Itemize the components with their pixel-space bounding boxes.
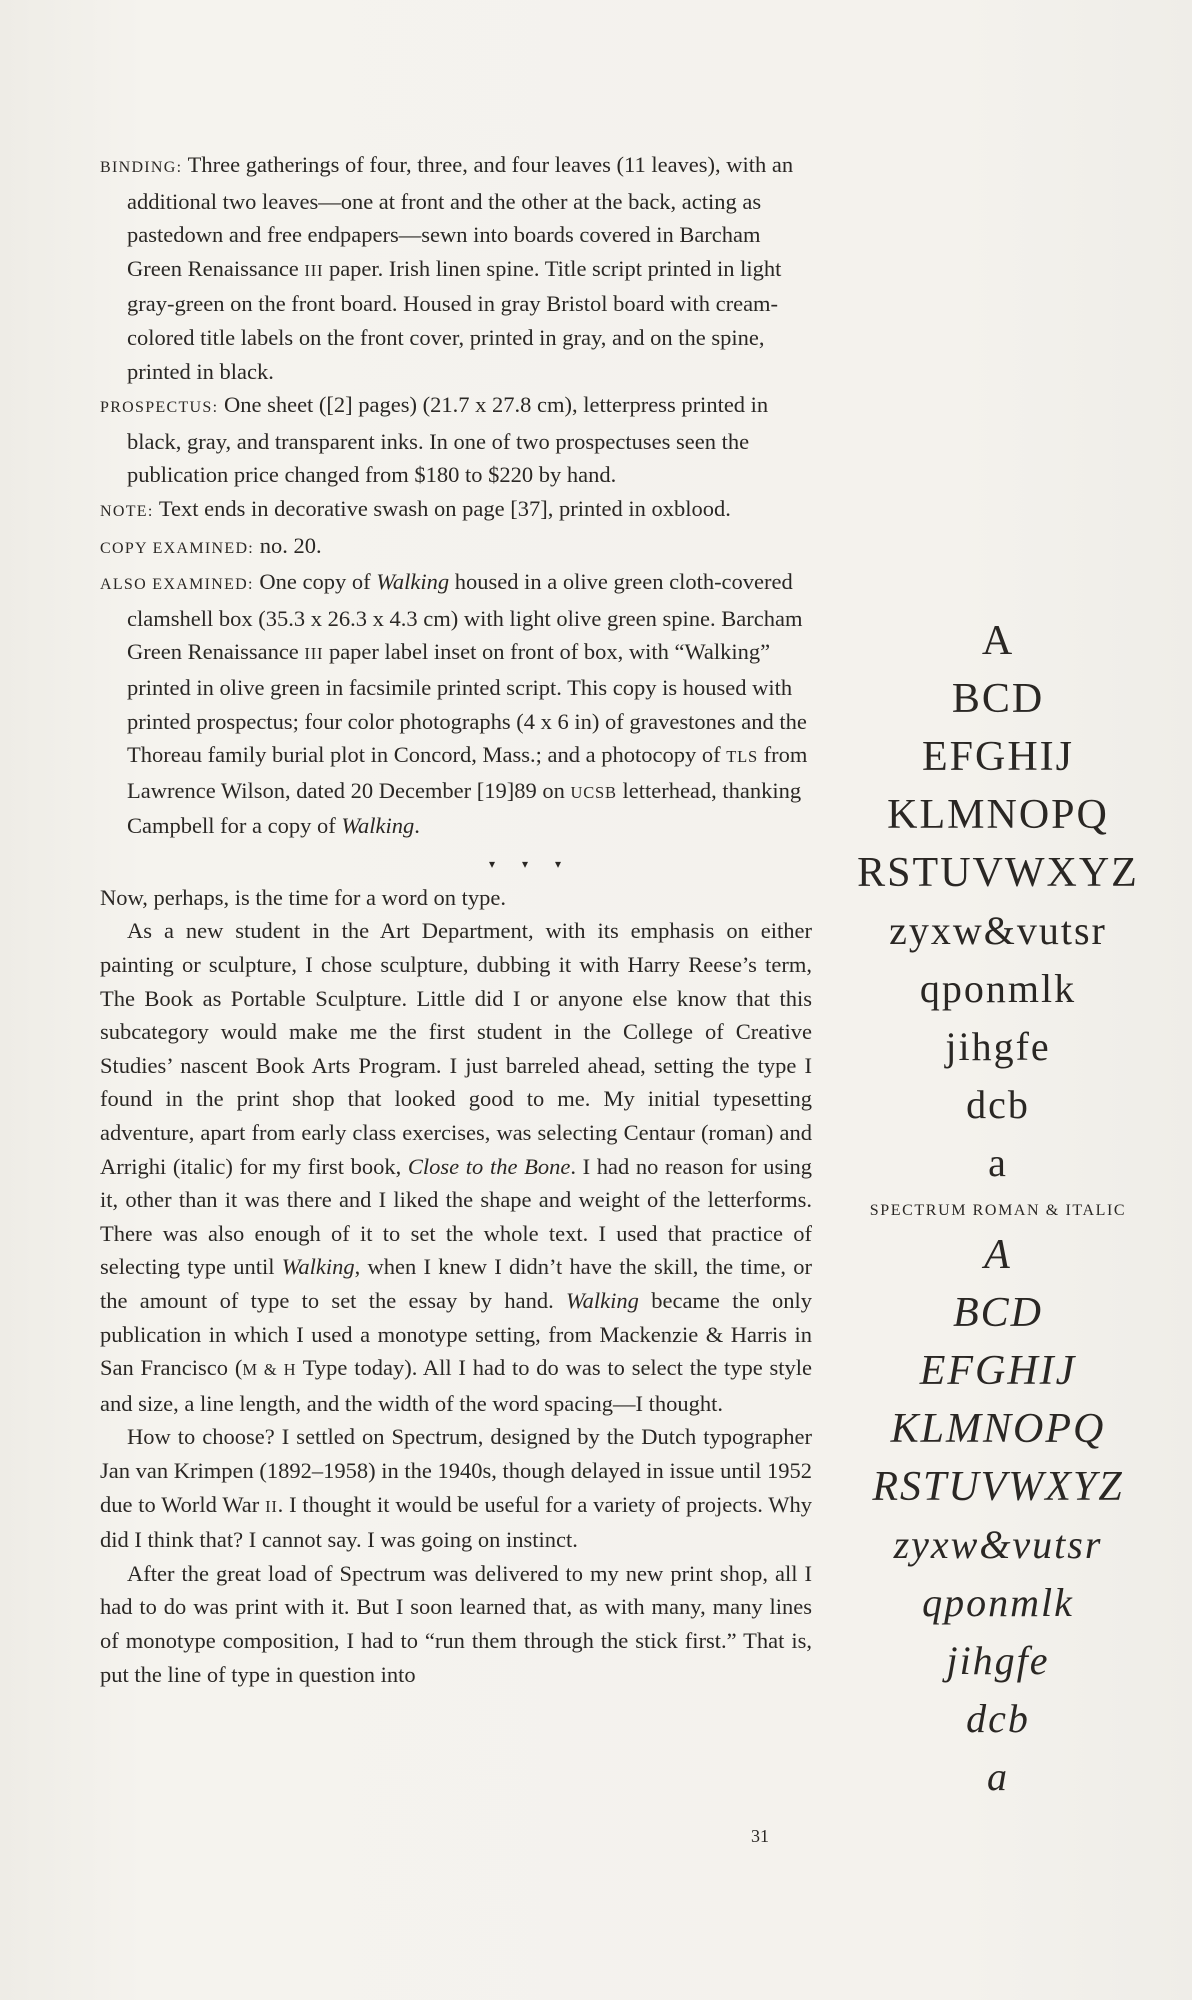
specimen-line: a xyxy=(987,1754,1009,1799)
entry-label: NOTE: xyxy=(100,502,154,520)
specimen-italic xyxy=(828,1226,1168,1806)
text-run: . xyxy=(414,813,420,839)
italic-title: Walking xyxy=(566,1288,639,1313)
entry-also-examined xyxy=(100,565,812,843)
text-run: became the only publication in which I used a monotype setting, from Mackenzie & Harris in San Francisco ( xyxy=(100,1288,812,1381)
text-run: One copy of xyxy=(259,569,377,595)
specimen-line: KLMNOPQ xyxy=(887,792,1109,838)
specimen-line: jihgfe xyxy=(946,1638,1050,1683)
entry-text: Three gatherings of four, three, and four leaves (11 leaves), with an additional two leaves—one at front and the other at the back, acting as pastedown and free endpapers—sewn into boards covered in Barcham Green Renaissance xyxy=(127,152,794,281)
specimen-line: KLMNOPQ xyxy=(890,1406,1106,1452)
section-ornament: ▾ ▾ ▾ xyxy=(488,856,574,871)
italic-title: Walking xyxy=(281,1254,355,1280)
text-run: paper label inset on front of box, with “Walking” printed in olive green in facsimile printed script. This copy is housed with printed prospectus; four color photographs (4 x 6 in) of gravestones and the Thoreau family burial plot in Concord, Mass.; and a photocopy of xyxy=(127,639,807,768)
specimen-line: zyxw&vutsr xyxy=(889,908,1107,953)
specimen-line: RSTUVWXYZ xyxy=(872,1464,1124,1510)
specimen-line: dcb xyxy=(966,1082,1030,1127)
text-run: , when I knew I didn’t have the skill, the time, or the amount of type to set the essay by hand. xyxy=(100,1254,812,1313)
italic-title: Walking xyxy=(376,569,450,595)
specimen-line: EFGHIJ xyxy=(919,1348,1077,1394)
specimen-line: BCD xyxy=(953,1290,1043,1336)
text-run: As a new student in the Art Department, with its emphasis on either painting or sculpture, I chose sculpture, dubbing it with Harry Reese’s term, The Book as Portable Sculpture. Little did I or anyone else know that this subcategory would make me the first student in the College of Creative Studies’ nascent Book Arts Program. I just barreled ahead, setting the type I found in the print shop that looked good to me. My initial typesetting adventure, apart from early class exercises, was selecting Centaur (roman) and Arrighi (italic) for my first book, xyxy=(100,918,812,1179)
entry-binding xyxy=(100,148,812,388)
type-specimen xyxy=(828,612,1168,1806)
text-run: from Lawrence Wilson, dated 20 December [19]89 on xyxy=(127,742,808,803)
small-caps: TLS xyxy=(726,747,758,767)
paragraph-4: After the great load of Spectrum was delivered to my new print shop, all I had to do was print with it. But I soon learned that, as with many, many lines of monotype composition, I had to “run them through the stick first.” That is, put the line of type in question into xyxy=(100,1560,812,1687)
entry-label: COPY EXAMINED: xyxy=(100,539,255,557)
small-caps: M & H xyxy=(242,1360,297,1380)
small-caps: UCSB xyxy=(570,782,617,802)
specimen-line: A xyxy=(984,1232,1012,1278)
entry-label: BINDING: xyxy=(100,159,183,176)
specimen-line: A xyxy=(981,618,1015,664)
entry-label: ALSO EXAMINED: xyxy=(100,576,254,594)
paragraph-3 xyxy=(100,1420,812,1556)
entry-text: no. 20. xyxy=(259,532,322,558)
entry-text-cont: paper. Irish linen spine. Title script printed in light gray-green on the front board. Housed in gray Bristol board with cream-colored title labels on the front cover, printed in gray, and on the spine, printed in black. xyxy=(127,255,782,384)
entry-copy-examined xyxy=(100,529,812,566)
entry-text: One sheet ([2] pages) (21.7 x 27.8 cm), letterpress printed in black, gray, and transparent inks. In one of two prospectuses seen the publication price changed from $180 to $220 by hand. xyxy=(127,392,769,488)
text-column xyxy=(100,148,812,1691)
entry-label: PROSPECTUS: xyxy=(100,399,219,417)
italic-title: Close to the Bone xyxy=(407,1153,571,1179)
text-run: . I thought it would be useful for a variety of projects. Why did I think that? I cannot say. I was going on instinct. xyxy=(100,1491,812,1553)
italic-title: Walking xyxy=(341,813,415,839)
paragraph-2 xyxy=(100,914,812,1420)
text-run: How to choose? I settled on Spectrum, designed by the Dutch typographer Jan van Krimpen (1892–1958) in the 1940s, though delayed in issue until 1952 due to World War xyxy=(100,1424,812,1517)
roman-numeral: III xyxy=(304,644,324,664)
entry-note xyxy=(100,492,812,529)
text-run: Type today). All I had to do was to select the type style and size, a line length, and the width of the word spacing—I thought. xyxy=(100,1355,813,1416)
specimen-line: qponmlk xyxy=(922,1580,1074,1625)
text-run: . I had no reason for using it, other than it was there and I liked the shape and weight of the letterforms. There was also enough of it to set the whole text. I used that practice of selecting type until xyxy=(100,1153,812,1280)
text-run: housed in a olive green cloth-covered clamshell box (35.3 x 26.3 x 4.3 cm) with light olive green spine. Barcham Green Renaissance xyxy=(127,569,803,665)
specimen-line: qponmlk xyxy=(919,966,1077,1011)
specimen-roman xyxy=(828,612,1168,1192)
paragraph-1: Now, perhaps, is the time for a word on type. xyxy=(100,884,506,910)
specimen-line: a xyxy=(988,1140,1008,1185)
specimen-line: dcb xyxy=(966,1696,1030,1741)
specimen-line: jihgfe xyxy=(945,1024,1051,1069)
page-number: 31 xyxy=(751,1826,769,1846)
specimen-line: EFGHIJ xyxy=(921,734,1074,780)
roman-numeral: III xyxy=(304,260,324,280)
entry-prospectus xyxy=(100,388,812,492)
specimen-line: BCD xyxy=(951,676,1045,722)
specimen-line: RSTUVWXYZ xyxy=(857,850,1139,896)
entry-text: Text ends in decorative swash on page [37], printed in oxblood. xyxy=(158,495,731,521)
specimen-line: zyxw&vutsr xyxy=(893,1522,1103,1567)
roman-numeral: II xyxy=(265,1496,278,1516)
specimen-caption: SPECTRUM ROMAN & ITALIC xyxy=(869,1202,1127,1219)
text-run: letterhead, thanking Campbell for a copy of xyxy=(127,777,802,839)
